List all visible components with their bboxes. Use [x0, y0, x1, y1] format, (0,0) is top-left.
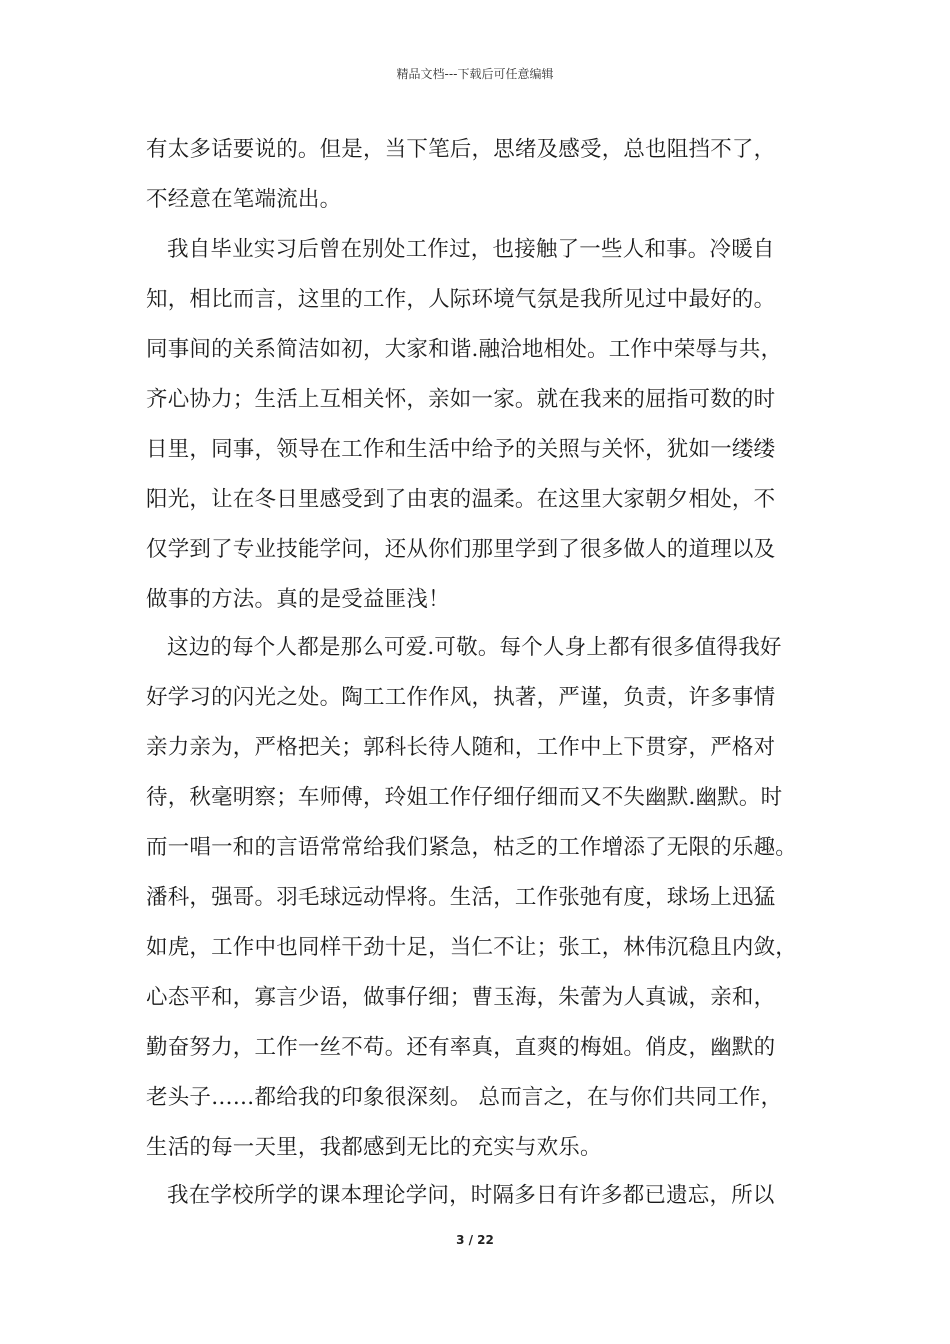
text-line: 仅学到了专业技能学问，还从你们那里学到了很多做人的道理以及	[146, 537, 776, 562]
text-line: 待，秋毫明察；车师傅，玲姐工作仔细仔细而又不失幽默.幽默。时	[146, 785, 783, 810]
page-number: 3 / 22	[456, 1233, 494, 1247]
text-line: 做事的方法。真的是受益匪浅！	[146, 587, 450, 612]
text-line: 如虎，工作中也同样干劲十足，当仁不让；张工，林伟沉稳且内敛，	[146, 935, 798, 960]
text-line: 好学习的闪光之处。陶工工作作风，执著，严谨，负责，许多事情	[146, 685, 776, 710]
paragraph-first-line: 我在学校所学的课本理论学问，时隔多日有许多都已遗忘，所以	[167, 1183, 775, 1208]
paragraph-first-line: 我自毕业实习后曾在别处工作过，也接触了一些人和事。冷暖自	[167, 237, 775, 262]
text-line: 老头子……都给我的印象很深刻。 总而言之，在与你们共同工作，	[146, 1085, 783, 1110]
text-line: 知，相比而言，这里的工作，人际环境气氛是我所见过中最好的。	[146, 287, 776, 312]
text-line: 勤奋努力，工作一丝不苟。还有率真，直爽的梅姐。俏皮，幽默的	[146, 1035, 776, 1060]
text-line: 不经意在笔端流出。	[146, 187, 342, 212]
text-line: 生活的每一天里，我都感到无比的充实与欢乐。	[146, 1135, 602, 1160]
text-line: 心态平和，寡言少语，做事仔细；曹玉海，朱蕾为人真诚，亲和，	[146, 985, 776, 1010]
text-line: 阳光，让在冬日里感受到了由衷的温柔。在这里大家朝夕相处，不	[146, 487, 776, 512]
text-line: 亲力亲为，严格把关；郭科长待人随和，工作中上下贯穿，严格对	[146, 735, 776, 760]
text-line: 同事间的关系简洁如初，大家和谐.融洽地相处。工作中荣辱与共，	[146, 337, 783, 362]
text-line: 齐心协力；生活上互相关怀，亲如一家。就在我来的屈指可数的时	[146, 387, 776, 412]
text-line: 而一唱一和的言语常常给我们紧急，枯乏的工作增添了无限的乐趣。	[146, 835, 798, 860]
text-line: 日里，同事，领导在工作和生活中给予的关照与关怀，犹如一缕缕	[146, 437, 776, 462]
page-header: 精品文档---下载后可任意编辑	[396, 67, 554, 81]
text-line: 潘科，强哥。羽毛球远动悍将。生活，工作张弛有度，球场上迅猛	[146, 885, 776, 910]
text-line: 有太多话要说的。但是，当下笔后，思绪及感受，总也阻挡不了，	[146, 137, 776, 162]
paragraph-first-line: 这边的每个人都是那么可爱.可敬。每个人身上都有很多值得我好	[167, 635, 782, 660]
